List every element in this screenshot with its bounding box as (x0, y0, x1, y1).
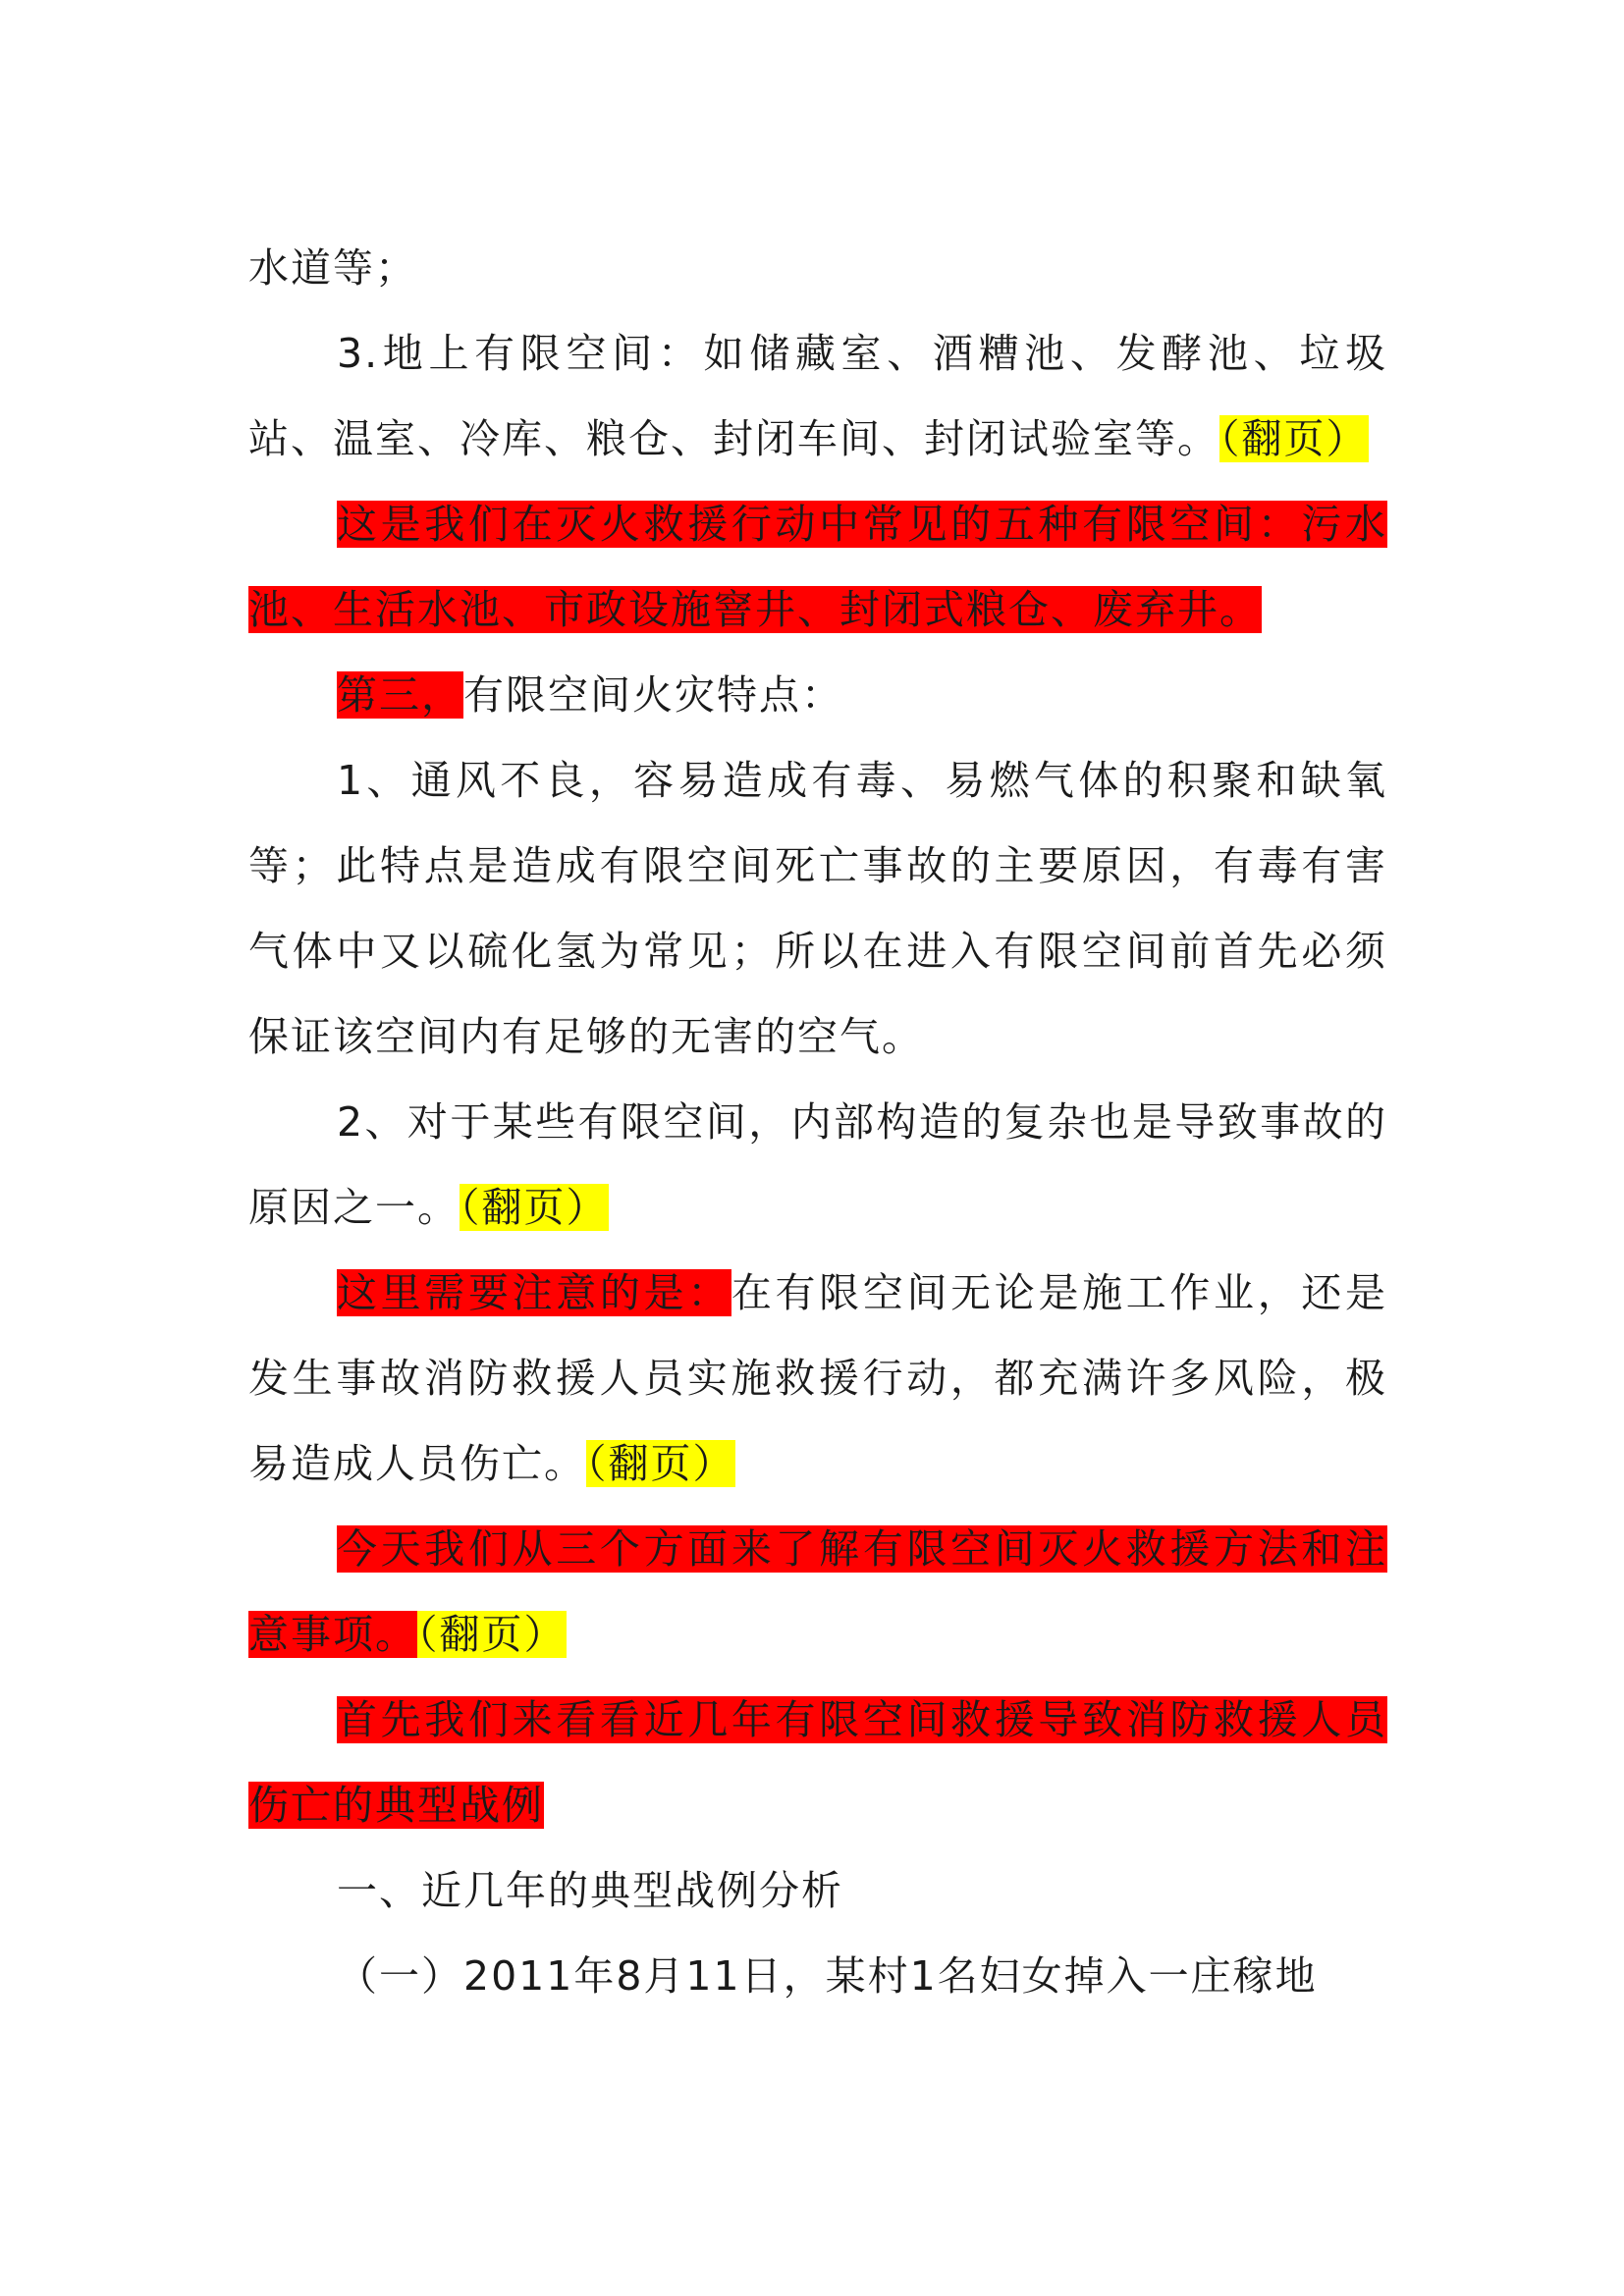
yellow-highlight-segment: （翻页） (417, 1611, 567, 1658)
paragraph-p10 (248, 1848, 1387, 1934)
paragraph-p3 (248, 482, 1387, 653)
document-body (248, 226, 1387, 2019)
paragraph-p7 (248, 1251, 1387, 1507)
paragraph-p9 (248, 1678, 1387, 1848)
red-highlight-segment: 首先我们来看看近几年有限空间救援导致消防救援人员伤亡的典型战例 (248, 1696, 1387, 1829)
paragraph-p11 (248, 1934, 1387, 2019)
text-segment: 水道等； (248, 244, 417, 292)
text-segment: 2、对于某些有限空间，内部构造的复杂也是导致事故的原因之一。 (248, 1098, 1387, 1231)
yellow-highlight-segment: （翻页） (460, 1184, 609, 1231)
paragraph-p4 (248, 653, 1387, 738)
text-segment: 3.地上有限空间：如储藏室、酒糟池、发酵池、垃圾站、温室、冷库、粮仓、封闭车间、封闭试验室等。 (248, 330, 1387, 462)
red-highlight-segment: 这是我们在灭火救援行动中常见的五种有限空间：污水池、生活水池、市政设施窨井、封闭式粮仓、废弃井。 (248, 501, 1387, 633)
paragraph-p8 (248, 1507, 1387, 1678)
yellow-highlight-segment: （翻页） (586, 1440, 735, 1487)
text-segment: 在有限空间无论是施工作业，还是发生事故消防救援人员实施救援行动，都充满许多风险，极易造成人员伤亡。 (248, 1269, 1388, 1487)
text-segment: 有限空间火灾特点： (463, 671, 843, 719)
red-highlight-segment: 第三， (337, 671, 463, 719)
text-segment: 一、近几年的典型战例分析 (337, 1867, 843, 1914)
paragraph-p6 (248, 1080, 1387, 1251)
paragraph-p5 (248, 738, 1387, 1080)
text-segment: 1、通风不良，容易造成有毒、易燃气体的积聚和缺氧等；此特点是造成有限空间死亡事故的主要原因，有毒有害气体中又以硫化氢为常见；所以在进入有限空间前首先必须保证该空间内有足够的无害的空气。 (248, 757, 1387, 1060)
yellow-highlight-segment: （翻页） (1219, 415, 1369, 462)
red-highlight-segment: 这里需要注意的是： (337, 1269, 731, 1316)
red-highlight-segment: 今天我们从三个方面来了解有限空间灭火救援方法和注意事项。 (248, 1525, 1387, 1658)
paragraph-p2 (248, 311, 1387, 482)
paragraph-p1 (248, 226, 1387, 311)
text-segment: （一）2011年8月11日，某村1名妇女掉入一庄稼地 (337, 1952, 1318, 2000)
